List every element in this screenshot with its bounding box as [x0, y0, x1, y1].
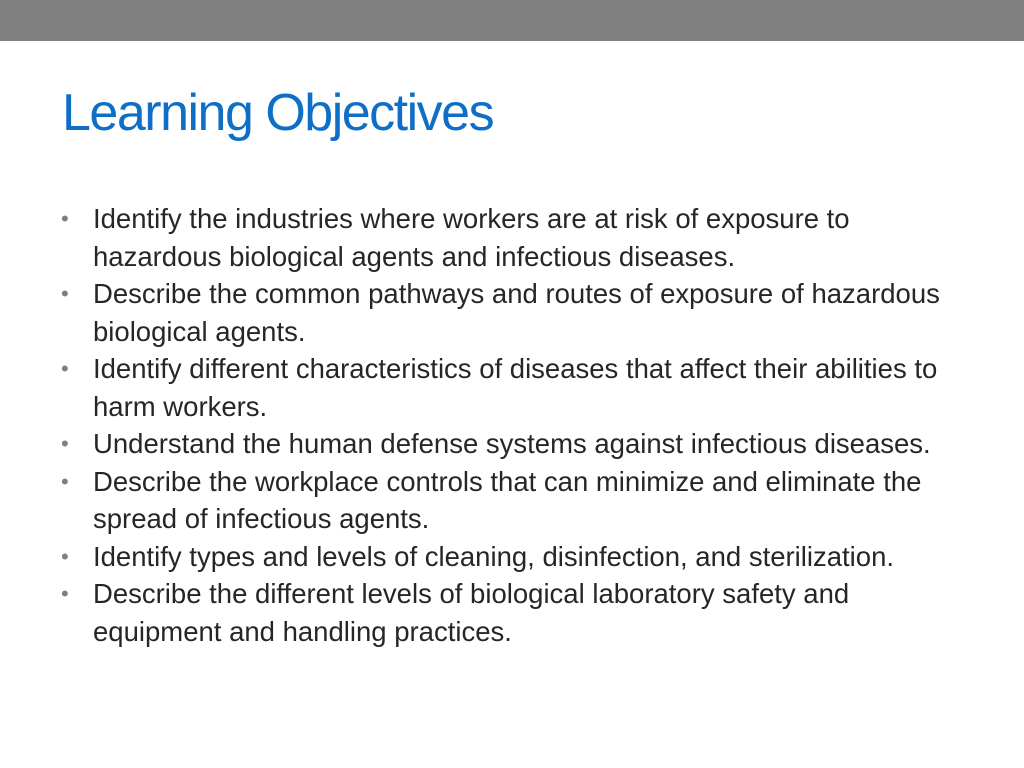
bullet-icon: •: [61, 581, 69, 606]
bullet-icon: •: [61, 468, 69, 494]
objective-item: [62, 463, 942, 538]
objective-item: [62, 350, 942, 425]
bullet-icon: •: [61, 543, 69, 569]
bullet-icon: •: [61, 281, 69, 306]
objective-item: [62, 200, 942, 275]
objective-text: Identify different characteristics of diseases that affect their abilities to harm workers.: [93, 353, 938, 422]
bullet-icon: •: [61, 431, 69, 456]
objective-item: [62, 275, 942, 350]
bullet-icon: •: [61, 206, 69, 231]
objective-text: Describe the workplace controls that can minimize and eliminate the spread of infectious agents.: [93, 465, 922, 534]
top-bar: [0, 0, 1024, 41]
objective-text: Identify types and levels of cleaning, disinfection, and sterilization.: [93, 540, 895, 572]
objective-item: [62, 575, 942, 650]
objective-text: Identify the industries where workers are at risk of exposure to hazardous biological agents and infectious diseases.: [93, 203, 850, 272]
objective-text: Describe the common pathways and routes of exposure of hazardous biological agents.: [93, 278, 940, 347]
objective-item: [62, 538, 942, 576]
bullet-icon: •: [61, 356, 69, 381]
objectives-list: [62, 200, 942, 650]
objective-item: [62, 425, 942, 463]
objective-text: Describe the different levels of biological laboratory safety and equipment and handling practices.: [93, 578, 850, 647]
objective-text: Understand the human defense systems against infectious diseases.: [93, 428, 931, 459]
slide-title: Learning Objectives: [62, 84, 494, 142]
